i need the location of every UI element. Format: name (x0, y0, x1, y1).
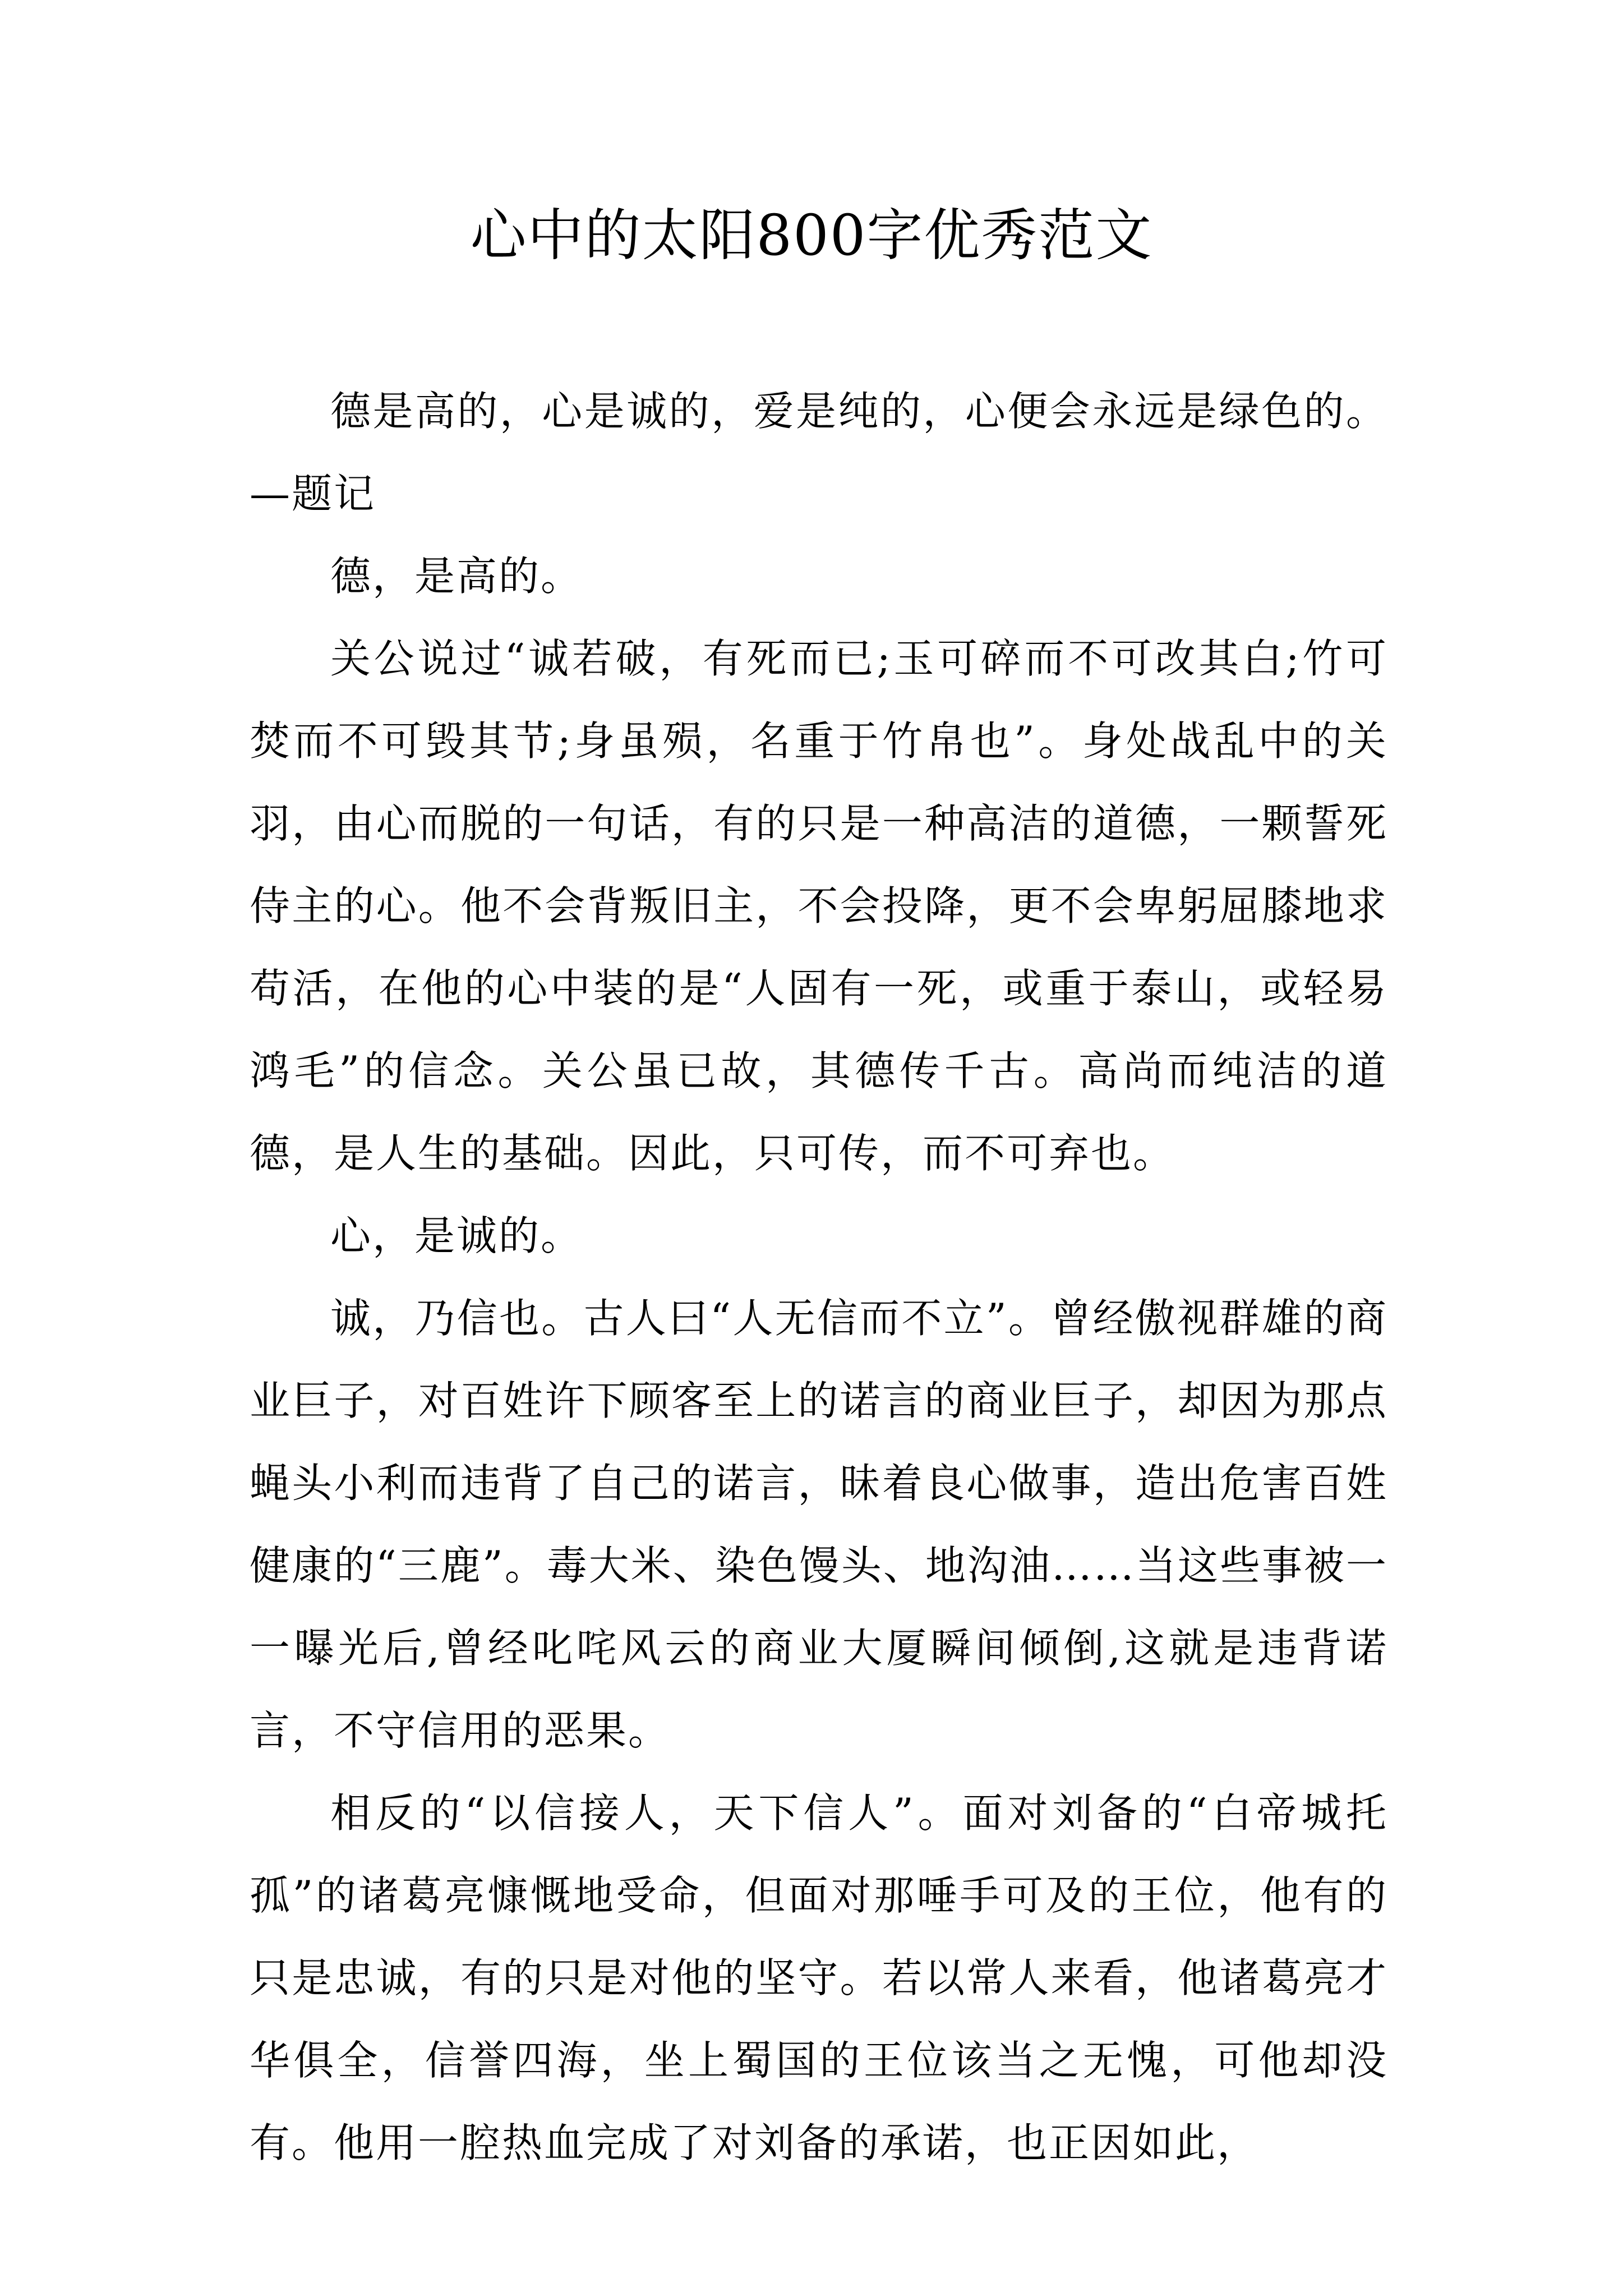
paragraph-honesty: 诚，乃信也。古人曰“人无信而不立”。曾经傲视群雄的商业巨子，对百姓许下顾客至上的诺言的商业巨子，却因为那点蝇头小利而违背了自己的诺言，昧着良心做事，造出危害百姓健康的“三鹿”。毒大米、染色馒头、地沟油……当这些事被一一曝光后,曾经叱咤风云的商业大厦瞬间倾倒,这就是违背诺言，不守信用的恶果。 (250, 1295, 1388, 1754)
paragraph-guan-yu: 关公说过“诚若破，有死而已;玉可碎而不可改其白;竹可焚而不可毁其节;身虽殒，名重于竹帛也”。身处战乱中的关羽，由心而脱的一句话，有的只是一种高洁的道德，一颗誓死侍主的心。他不会背叛旧主，不会投降，更不会卑躬屈膝地求苟活，在他的心中装的是“人固有一死，或重于泰山，或轻易鸿毛”的信念。关公虽已故，其德传千古。高尚而纯洁的道德，是人生的基础。因此，只可传，而不可弃也。 (250, 635, 1388, 1177)
paragraph-virtue-heading: 德，是高的。 (330, 553, 583, 600)
document-body (250, 370, 1388, 2184)
paragraph-heart-heading: 心，是诚的。 (330, 1212, 583, 1259)
document-title: 心中的太阳800字优秀范文 (470, 203, 1153, 268)
paragraph-epigraph: 德是高的，心是诚的，爱是纯的，心便会永远是绿色的。—题记 (250, 388, 1388, 517)
paragraph-zhuge-liang: 相反的“以信接人，天下信人”。面对刘备的“白帝城托孤”的诸葛亮慷慨地受命，但面对那唾手可及的王位，他有的只是忠诚，有的只是对他的坚守。若以常人来看，他诸葛亮才华俱全，信誉四海，坐上蜀国的王位该当之无愧，可他却没有。他用一腔热血完成了对刘备的承诺，也正因如此， (250, 1789, 1388, 2166)
